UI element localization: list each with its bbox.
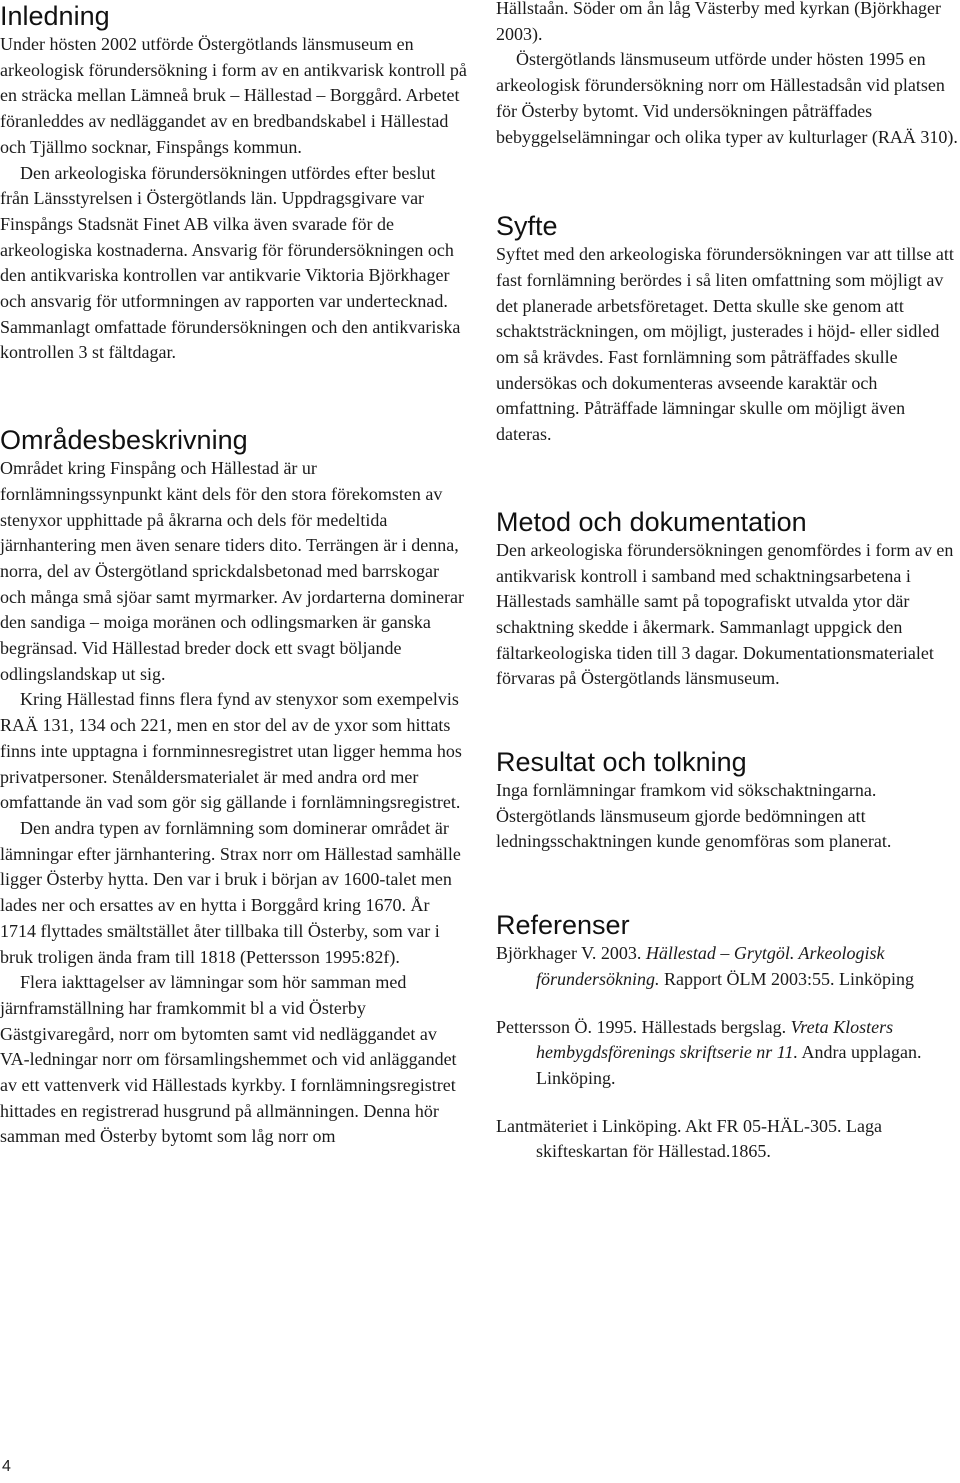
reference-author: Pettersson Ö. 1995. Hällestads bergslag. xyxy=(496,1016,791,1037)
area-paragraph: Den andra typen av fornlämning som dominerar området är lämningar efter järnhantering. Strax norr om Hällestad samhälle ligger Österby hytta. Den var i bruk i början av 1600-talet men lades ner och ersattes av en hytta i Borggård kring 1670. År 1714 flyttades smältstället åter tillbaka till Österby, som var i bruk troligen ända fram till 1818 (Pettersson 1995:82f). xyxy=(0,817,461,967)
right-column xyxy=(496,0,960,1165)
reference-source: Andra upplagan. Linköping. xyxy=(536,1042,922,1088)
area-paragraph: Området kring Finspång och Hällestad är ur fornlämningssynpunkt känt dels för den stora förekomsten av stenyxor upphittade på åkrarna och dels för medeltida järnhantering men även senare tiders dito. Terrängen är i denna, norra, del av Östergötland sprickdalsbetonad med barrskogar och många små sjöar samt myrmarker. Av jordarterna dominerar den sandiga – moiga moränen och odlingsmarken är ganska begränsad. Vid Hällestad breder dock ett svagt böljande odlingslandskap ut sig. xyxy=(0,458,465,684)
references-heading: Referenser xyxy=(496,910,630,941)
reference-item: Lantmäteriet i Linköping. Akt FR 05-HÄL-305. Laga skifteskartan för Hällestad.1865. xyxy=(496,1115,882,1162)
syfte-heading: Syfte xyxy=(496,211,558,242)
metod-paragraph: Den arkeologiska förundersökningen genomfördes i form av en antikvarisk kontroll i samband med schaktningsarbetena i Hällestads samhälle samt på topografiskt utvalda ytor där schaktning skedde i åkermark. Sammanlagt uppgick den fältarkeologiska tiden till 3 dagar. Dokumentationsmaterialet förvaras på Östergötlands länsmuseum. xyxy=(496,539,954,689)
metod-heading: Metod och dokumentation xyxy=(496,506,807,537)
continued-paragraph: Hällstaån. Söder om ån låg Västerby med kyrkan (Björkhager 2003). xyxy=(496,0,942,44)
area-paragraph: Flera iakttagelser av lämningar som hör samman med järnframställning har framkommit bl a vid Österby Gästgivaregård, norr om bytomten samt vid nedläggandet av VA-ledningar norr om församlingshemmet och vid anläggandet av ett vattenverk vid Hällestads kyrkby. I fornlämningsregistret hittades en registrerad husgrund på allmänningen. Denna hör samman med Österby bytomt som låg norr om xyxy=(0,972,457,1147)
reference-source: Rapport ÖLM 2003:55. Linköping xyxy=(659,968,914,989)
reference-title: Hällestad – Grytgöl. Arkeologisk förundersökning. xyxy=(536,943,885,989)
result-heading: Resultat och tolkning xyxy=(496,747,747,778)
reference-title: Vreta Klosters hembygdsförenings skriftserie nr 11. xyxy=(536,1016,894,1063)
area-paragraph: Kring Hällestad finns flera fynd av stenyxor som exempelvis RAÄ 131, 134 och 221, men en stor del av de yxor som hittats finns inte upptagna i fornminnesregistret utan ligger hemma hos privatpersoner. Stenåldersmaterialet är med andra ord mer omfattande än vad som gör sig gällande i fornlämningsregistret. xyxy=(0,689,462,813)
left-column xyxy=(0,0,468,1150)
area-heading: Områdesbeskrivning xyxy=(0,425,248,456)
reference-item xyxy=(496,941,960,992)
syfte-paragraph: Syftet med den arkeologiska förundersökningen var att tillse att fast fornlämning berördes i så liten omfattning som möjligt av det planerade arbetsföretaget. Detta skulle ske genom att schaktsträckningen, om möjligt, justerades i höjd- eller sidled om så krävdes. Fast fornlämning som påträffades skulle undersökas och dokumenteras avseende karaktär och omfattning. Påträffade lämningar skulle om möjligt även dateras. xyxy=(496,244,954,445)
reference-author: Björkhager V. 2003. xyxy=(496,943,646,964)
continued-paragraph: Östergötlands länsmuseum utförde under hösten 1995 en arkeologisk förundersökning norr om Hällestadsån vid platsen för Österby bytomt. Vid undersökningen påträffades bebyggelselämningar och olika typer av kulturlager (RAÄ 310). xyxy=(496,49,958,147)
intro-paragraph: Under hösten 2002 utförde Östergötlands länsmuseum en arkeologisk förundersökning i form av en antikvarisk kontroll på en sträcka mellan Lämneå bruk – Hällestad – Borggård. Arbetet föranleddes av nedläggandet av en bredbandskabel i Hällestad och Tjällmo socknar, Finspångs kommun. xyxy=(0,34,467,157)
intro-heading: Inledning xyxy=(0,1,110,31)
page-number: 4 xyxy=(2,1458,11,1475)
reference-item xyxy=(496,1015,960,1092)
intro-paragraph: Den arkeologiska förundersökningen utfördes efter beslut från Länsstyrelsen i Östergötlands län. Uppdragsgivare var Finspångs Stadsnät Finet AB vilka även svarade för de arkeologiska kostnaderna. Ansvarig för förundersökningen och den antikvariska kontrollen var antikvarie Viktoria Björkhager och ansvarig för utformningen av rapporten var undertecknad. Sammanlagt omfattade förundersökningen och den antikvariska kontrollen 3 st fältdagar. xyxy=(0,162,461,363)
result-paragraph: Inga fornlämningar framkom vid sökschaktningarna. Östergötlands länsmuseum gjorde bedömningen att ledningsschaktningen kunde genomföras som planerat. xyxy=(496,780,892,852)
